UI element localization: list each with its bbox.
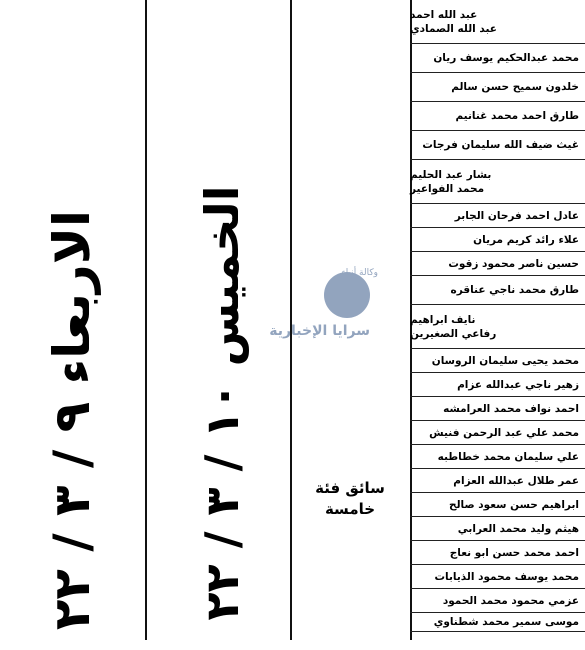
table-row: [410, 613, 585, 632]
name-line: عمر طلال عبدالله العزام: [453, 474, 579, 487]
table-row: [410, 0, 585, 44]
name-line: عبد الله الصمادي: [410, 22, 497, 35]
table-row: [410, 565, 585, 589]
table-row: [410, 228, 585, 252]
name-line: رفاعي الصغيرين: [410, 327, 497, 340]
wednesday-date-label: الاربعاء ٩ / ٣ / ٢٢: [43, 209, 101, 631]
thursday-date-label: الخميس ١٠ / ٣ / ٢٢: [195, 185, 249, 621]
table-row: [410, 445, 585, 469]
name-line: عادل احمد فرحان الجابر: [454, 209, 579, 222]
table-row: [410, 373, 585, 397]
table-row: [410, 305, 585, 349]
name-line: ابراهيم حسن سعود صالح: [449, 498, 579, 511]
name-line: هيثم وليد محمد العرابي: [457, 522, 579, 535]
name-line: محمد يوسف محمود الذيابات: [434, 570, 579, 583]
table-row: [410, 204, 585, 228]
table-row: [410, 252, 585, 276]
table-row: [410, 102, 585, 131]
watermark-logo: [228, 268, 378, 348]
category-line-2: خامسة: [324, 500, 376, 518]
table-row: [410, 589, 585, 613]
table-row: [410, 469, 585, 493]
name-line: احمد محمد حسن ابو نعاج: [449, 546, 579, 559]
name-line: زهير ناجي عبدالله عزام: [457, 378, 579, 391]
name-line: علي سليمان محمد خطاطبه: [437, 450, 579, 463]
name-line: علاء رائد كريم مريان: [473, 233, 579, 246]
name-line: محمد علي عبد الرحمن فنيش: [429, 426, 579, 439]
names-column: [410, 0, 585, 640]
category-label: [300, 478, 400, 520]
name-line: طارق احمد محمد غنانيم: [455, 110, 579, 122]
name-line: بشار عبد الحليم: [410, 168, 492, 181]
table-row: [410, 493, 585, 517]
table-row: [410, 517, 585, 541]
name-line: حسين ناصر محمود زقوت: [448, 257, 579, 270]
table-row: [410, 397, 585, 421]
name-line: عزمي محمود محمد الحمود: [442, 594, 579, 607]
name-line: عبد الله احمد: [410, 8, 478, 21]
category-line-1: سائق فئة: [315, 479, 385, 497]
table-row: [410, 44, 585, 73]
table-row: [410, 349, 585, 373]
name-line: محمد يحيى سليمان الروسان: [431, 354, 579, 367]
name-line: غيث ضيف الله سليمان فرجات: [422, 139, 579, 151]
watermark-tag: وكالة أنباء: [341, 268, 378, 278]
watermark-brand: سرايا الإخبارية: [269, 323, 370, 339]
watermark-emblem-icon: [324, 272, 370, 318]
name-line: موسى سمير محمد شطناوي: [433, 616, 579, 628]
name-line: نايف ابراهيم: [410, 313, 476, 326]
table-row: [410, 73, 585, 102]
table-row: [410, 131, 585, 160]
name-line: احمد نواف محمد العرامشه: [443, 402, 579, 415]
wednesday-column: [0, 0, 145, 640]
table-row: [410, 276, 585, 305]
name-line: طارق محمد ناجي عناقره: [450, 284, 579, 296]
table-row: [410, 160, 585, 204]
table-row: [410, 421, 585, 445]
name-line: خلدون سميح حسن سالم: [451, 81, 579, 93]
table-row: [410, 541, 585, 565]
name-line: محمد الفواعير: [410, 182, 485, 195]
name-line: محمد عبدالحكيم يوسف ريان: [433, 52, 579, 64]
